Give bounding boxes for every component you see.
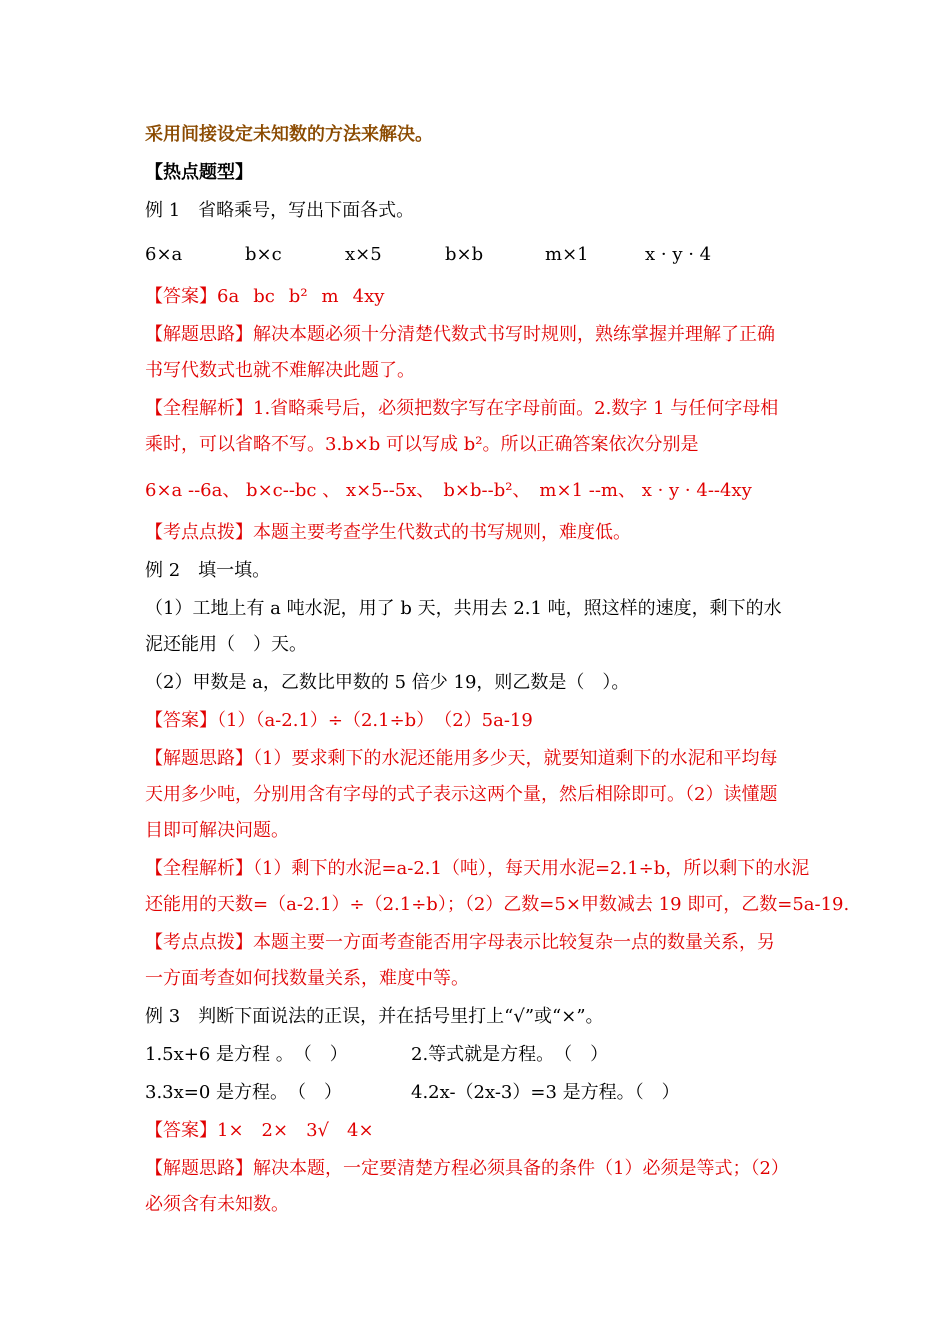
example-3-row-1 <box>145 1042 825 1068</box>
example-2-point <box>145 930 775 956</box>
point-label: 【考点点拨】 <box>145 522 253 543</box>
expr-item: x · y · 4 <box>645 244 712 265</box>
expr-item: b×b <box>445 244 484 265</box>
example-3-answer <box>145 1118 374 1144</box>
example-2-title: 例 2 填一填。 <box>145 560 271 581</box>
example-1-expressions <box>145 242 825 268</box>
intro-text: 采用间接设定未知数的方法来解决。 <box>145 124 433 145</box>
example-2-analysis <box>145 856 809 882</box>
answer-text: 1× 2× 3√ 4× <box>217 1120 374 1141</box>
idea-text: 解决本题必须十分清楚代数式书写时规则，熟练掌握并理解了正确 <box>253 324 775 345</box>
idea-text: （1）要求剩下的水泥还能用多少天，就要知道剩下的水泥和平均每 <box>253 748 778 769</box>
answer-item: m <box>321 286 339 307</box>
example-1-answer <box>145 284 384 310</box>
answer-text: （1）（a-2.1）÷（2.1÷b） （2）5a-19 <box>217 710 533 731</box>
section-title: 【热点题型】 <box>145 162 253 183</box>
example-1-analysis-list: 6×a --6a、 b×c--bc 、 x×5--5x、 b×b--b²、 m×1 --m、 x · y · 4--4xy <box>145 480 752 501</box>
example-3-idea-cont: 必须含有未知数。 <box>145 1194 289 1215</box>
example-1-analysis <box>145 396 778 422</box>
example-2-idea-cont: 天用多少吨，分别用含有字母的式子表示这两个量，然后相除即可。（2）读懂题 <box>145 784 778 805</box>
answer-item: 4xy <box>352 286 385 307</box>
point-text: 本题主要考查学生代数式的书写规则，难度低。 <box>253 522 631 543</box>
point-text: 本题主要一方面考查能否用字母表示比较复杂一点的数量关系，另 <box>253 932 775 953</box>
example-2-idea-cont2: 目即可解决问题。 <box>145 820 289 841</box>
answer-label: 【答案】 <box>145 710 217 731</box>
example-3-title: 例 3 判断下面说法的正误，并在括号里打上“√”或“×”。 <box>145 1006 604 1027</box>
example-2-idea <box>145 746 777 772</box>
example-2-analysis-cont: 还能用的天数=（a-2.1）÷（2.1÷b）；（2）乙数=5×甲数减去 19 即可，乙数=5a-19. <box>145 894 850 915</box>
example-1-idea <box>145 322 775 348</box>
statement-3: 3.3x=0 是方程。 （ ） <box>145 1082 343 1103</box>
analysis-text: 1.省略乘号后，必须把数字写在字母前面。2.数字 1 与任何字母相 <box>253 398 779 419</box>
example-2-point-cont: 一方面考查如何找数量关系，难度中等。 <box>145 968 469 989</box>
statement-2: 2.等式就是方程。 （ ） <box>411 1044 609 1065</box>
idea-label: 【解题思路】 <box>145 1158 253 1179</box>
expr-item: x×5 <box>345 244 382 265</box>
idea-label: 【解题思路】 <box>145 748 253 769</box>
expr-item: 6×a <box>145 244 183 265</box>
example-1-title: 例 1 省略乘号，写出下面各式。 <box>145 200 415 221</box>
example-2-q2: （2）甲数是 a，乙数比甲数的 5 倍少 19，则乙数是（ ）。 <box>145 672 630 693</box>
example-2-q1: （1）工地上有 a 吨水泥，用了 b 天，共用去 2.1 吨，照这样的速度，剩下的水 <box>145 598 782 619</box>
example-3-row-2 <box>145 1080 825 1106</box>
point-label: 【考点点拨】 <box>145 932 253 953</box>
analysis-label: 【全程解析】 <box>145 398 253 419</box>
example-1-idea-cont: 书写代数式也就不难解决此题了。 <box>145 360 415 381</box>
idea-label: 【解题思路】 <box>145 324 253 345</box>
idea-text: 解决本题，一定要清楚方程必须具备的条件（1）必须是等式；（2） <box>253 1158 789 1179</box>
answer-item: b² <box>288 286 308 307</box>
example-1-point <box>145 520 631 546</box>
example-1-analysis-cont: 乘时，可以省略不写。3.b×b 可以写成 b²。所以正确答案依次分别是 <box>145 434 699 455</box>
statement-4: 4.2x-（2x-3）=3 是方程。（ ） <box>411 1082 680 1103</box>
analysis-label: 【全程解析】 <box>145 858 253 879</box>
expr-item: b×c <box>245 244 282 265</box>
analysis-text: （1）剩下的水泥=a-2.1（吨），每天用水泥=2.1÷b，所以剩下的水泥 <box>253 858 810 879</box>
example-2-answer <box>145 708 533 734</box>
example-2-q1-cont: 泥还能用（ ）天。 <box>145 634 307 655</box>
answer-label: 【答案】 <box>145 286 217 307</box>
example-3-idea <box>145 1156 789 1182</box>
answer-label: 【答案】 <box>145 1120 217 1141</box>
answer-item: bc <box>253 286 275 307</box>
expr-item: m×1 <box>545 244 589 265</box>
answer-item: 6a <box>217 286 240 307</box>
statement-1: 1.5x+6 是方程 。 （ ） <box>145 1044 348 1065</box>
